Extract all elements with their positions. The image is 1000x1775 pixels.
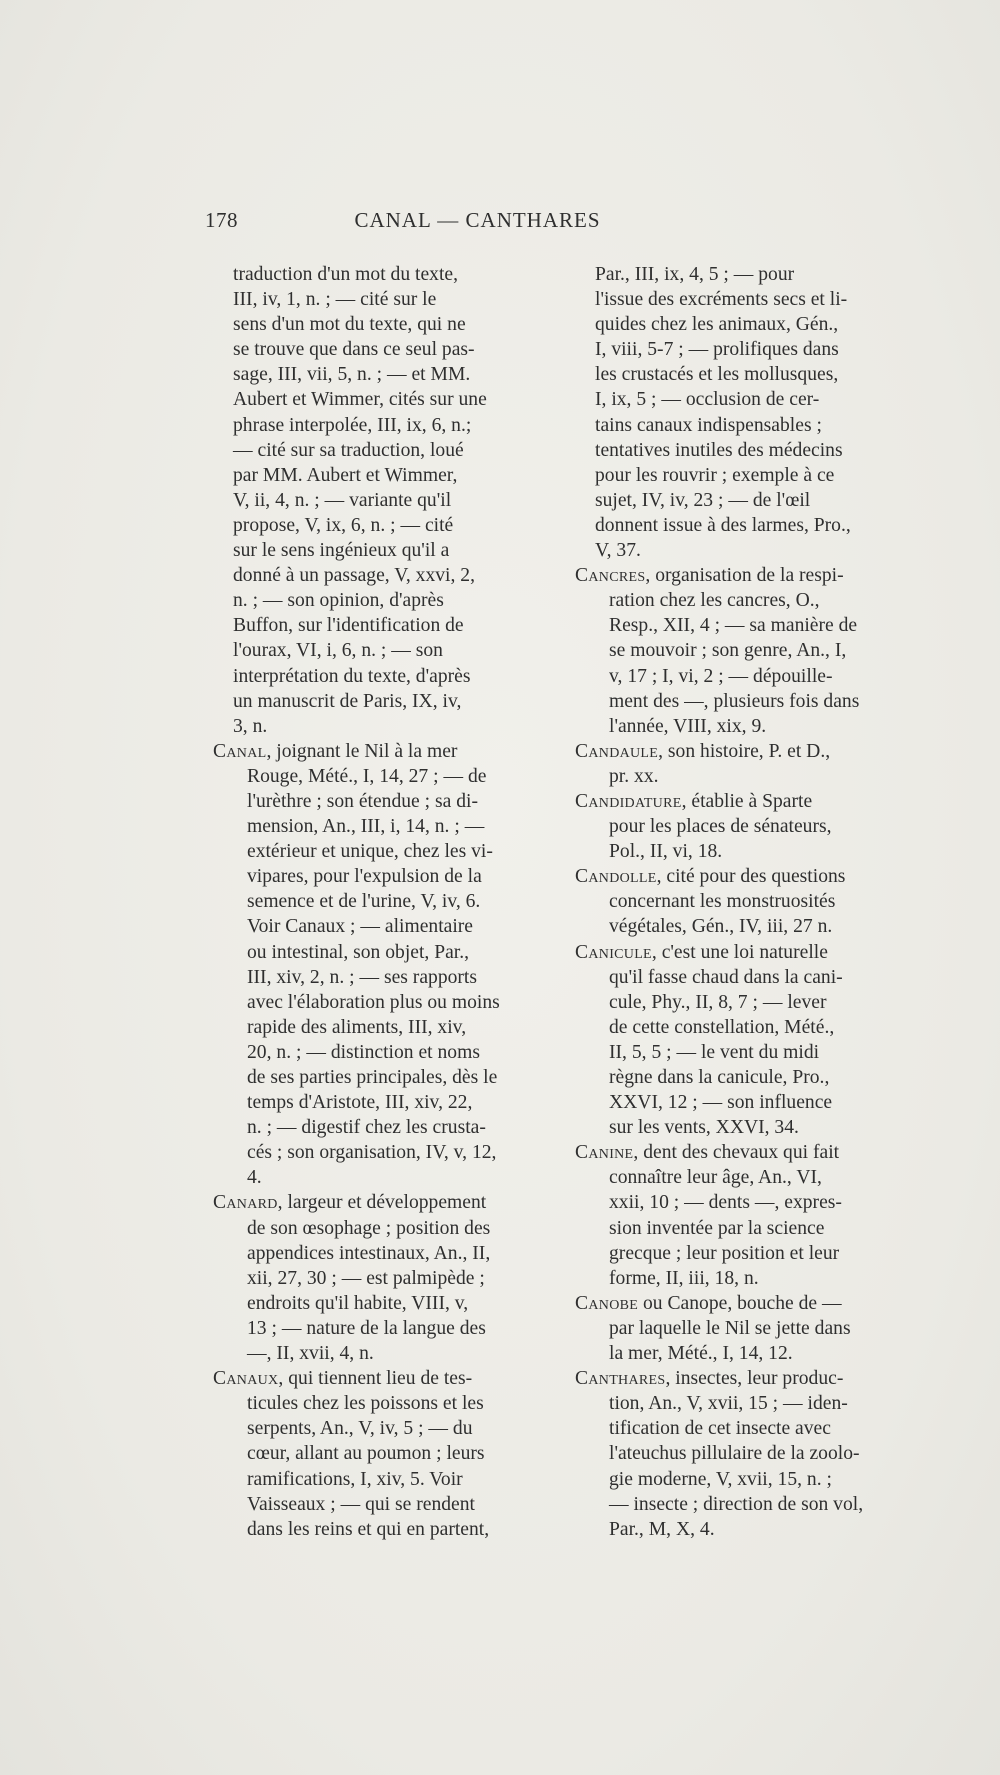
line-text: se trouve que dans ce seul pas-: [233, 339, 475, 361]
line-text: III, xiv, 2, n. ; — ses rapports: [247, 966, 478, 988]
line-text: Par., III, ix, 4, 5 ; — pour: [595, 264, 795, 285]
line-text: III, iv, 1, n. ; — cité sur le: [233, 289, 437, 311]
text-line: [213, 387, 543, 412]
text-line: [213, 789, 543, 814]
text-line: [213, 1140, 543, 1165]
entry-headword: Candaule: [575, 740, 659, 762]
text-line: [213, 1441, 543, 1466]
line-text: sion inventée par la science: [609, 1217, 825, 1239]
line-text: 4.: [247, 1167, 262, 1189]
text-line: [575, 1190, 915, 1215]
text-line: [213, 1216, 543, 1241]
text-line: [213, 588, 543, 613]
line-text: , organisation de la respi-: [645, 565, 844, 587]
text-line: [575, 1115, 915, 1140]
line-text: , c'est une loi naturelle: [651, 941, 828, 963]
text-line: [575, 262, 915, 287]
text-line: [213, 814, 543, 839]
text-line: [213, 864, 543, 889]
entry-headword: Cancres: [575, 565, 646, 587]
line-text: règne dans la canicule, Pro.,: [609, 1067, 830, 1088]
text-line: [575, 438, 915, 463]
line-text: cés ; son organisation, IV, v, 12,: [247, 1142, 497, 1164]
index-entry-line: [575, 1291, 915, 1316]
text-line: [213, 1467, 543, 1492]
line-text: , dent des chevaux qui fait: [633, 1142, 840, 1164]
line-text: donné à un passage, V, xxvi, 2,: [233, 565, 475, 587]
text-line: [575, 1391, 915, 1416]
text-line: [213, 889, 543, 914]
text-line: [575, 714, 915, 739]
line-text: xxii, 10 ; — dents —, expres-: [609, 1192, 842, 1214]
line-text: xii, 27, 30 ; — est palmipède ;: [247, 1267, 485, 1289]
text-line: [213, 337, 543, 362]
line-text: v, 17 ; I, vi, 2 ; — dépouille-: [609, 665, 833, 687]
text-line: [213, 312, 543, 337]
line-text: de cette constellation, Mété.,: [609, 1016, 835, 1038]
line-text: ou intestinal, son objet, Par.,: [247, 941, 470, 963]
text-line: [213, 1015, 543, 1040]
line-text: ration chez les cancres, O.,: [609, 590, 820, 612]
line-text: , qui tiennent lieu de tes-: [278, 1368, 473, 1390]
line-text: II, 5, 5 ; — le vent du midi: [609, 1041, 820, 1063]
line-text: I, viii, 5-7 ; — prolifiques dans: [595, 339, 839, 361]
index-entry-line: [575, 563, 915, 588]
text-line: [575, 689, 915, 714]
text-line: [213, 638, 543, 663]
line-text: , joignant le Nil à la mer: [266, 740, 458, 762]
line-text: mension, An., III, i, 14, n. ; —: [247, 816, 485, 838]
right-text-column: [575, 262, 915, 1542]
line-text: I, ix, 5 ; — occlusion de cer-: [595, 389, 820, 411]
line-text: ramifications, I, xiv, 5. Voir: [247, 1468, 463, 1490]
left-text-column: [213, 262, 543, 1542]
line-text: n. ; — digestif chez les crusta-: [247, 1117, 486, 1139]
index-entry-line: [575, 940, 915, 965]
line-text: gie moderne, V, xvii, 15, n. ;: [609, 1468, 832, 1490]
line-text: propose, V, ix, 6, n. ; — cité: [233, 514, 454, 536]
text-line: [213, 463, 543, 488]
line-text: XXVI, 12 ; — son influence: [609, 1092, 833, 1114]
text-line: [213, 1341, 543, 1366]
line-text: sens d'un mot du texte, qui ne: [233, 314, 466, 336]
text-line: [213, 1391, 543, 1416]
text-line: [213, 513, 543, 538]
text-line: [575, 463, 915, 488]
text-line: [213, 914, 543, 939]
text-line: [213, 1065, 543, 1090]
text-line: [575, 839, 915, 864]
entry-headword: Canine: [575, 1142, 634, 1164]
entry-headword: Candolle: [575, 866, 657, 888]
text-line: [213, 1316, 543, 1341]
line-text: tion, An., V, xvii, 15 ; — iden-: [609, 1393, 848, 1415]
entry-headword: Canal: [213, 740, 267, 762]
line-text: cœur, allant au poumon ; leurs: [247, 1443, 485, 1465]
line-text: végétales, Gén., IV, iii, 27 n.: [609, 916, 833, 938]
line-text: , cité pour des questions: [656, 866, 846, 888]
text-line: [575, 990, 915, 1015]
text-line: [213, 613, 543, 638]
text-line: [575, 1040, 915, 1065]
line-text: Resp., XII, 4 ; — sa manière de: [609, 615, 858, 637]
line-text: Aubert et Wimmer, cités sur une: [233, 389, 487, 411]
text-line: [213, 1040, 543, 1065]
line-text: , établie à Sparte: [681, 790, 813, 812]
line-text: — insecte ; direction de son vol,: [609, 1493, 864, 1515]
text-line: [575, 1090, 915, 1115]
text-line: [575, 664, 915, 689]
entry-headword: Canthares: [575, 1368, 666, 1390]
line-text: sujet, IV, iv, 23 ; — de l'œil: [595, 489, 811, 511]
line-text: Buffon, sur l'identification de: [233, 615, 464, 637]
line-text: 13 ; — nature de la langue des: [247, 1317, 486, 1339]
line-text: dans les reins et qui en partent,: [247, 1518, 490, 1540]
text-line: [213, 990, 543, 1015]
line-text: ticules chez les poissons et les: [247, 1393, 484, 1415]
text-line: [575, 287, 915, 312]
line-text: concernant les monstruosités: [609, 891, 836, 913]
text-line: [575, 588, 915, 613]
entry-headword: Canaux: [213, 1368, 279, 1390]
text-line: [575, 1416, 915, 1441]
line-text: traduction d'un mot du texte,: [233, 264, 459, 285]
text-line: [575, 1216, 915, 1241]
index-entry-line: [213, 1366, 543, 1391]
text-line: [575, 1441, 915, 1466]
line-text: , insectes, leur produc-: [665, 1368, 844, 1390]
index-entry-line: [575, 789, 915, 814]
text-line: [213, 1090, 543, 1115]
line-text: tification de cet insecte avec: [609, 1418, 831, 1440]
text-line: [575, 638, 915, 663]
line-text: les crustacés et les mollusques,: [595, 364, 839, 386]
line-text: —, II, xvii, 4, n.: [247, 1343, 374, 1365]
text-line: [575, 1241, 915, 1266]
text-line: [213, 1241, 543, 1266]
line-text: interprétation du texte, d'après: [233, 665, 471, 687]
line-text: phrase interpolée, III, ix, 6, n.;: [233, 414, 472, 436]
text-line: [575, 1065, 915, 1090]
line-text: donnent issue à des larmes, Pro.,: [595, 514, 851, 536]
text-line: [575, 764, 915, 789]
line-text: cule, Phy., II, 8, 7 ; — lever: [609, 991, 827, 1013]
text-line: [575, 413, 915, 438]
line-text: qu'il fasse chaud dans la cani-: [609, 966, 843, 988]
line-text: , son histoire, P. et D.,: [658, 740, 831, 762]
text-line: [213, 1416, 543, 1441]
line-text: l'issue des excréments secs et li-: [595, 289, 848, 311]
text-line: [213, 1165, 543, 1190]
line-text: pour les places de sénateurs,: [609, 816, 832, 838]
text-line: [213, 488, 543, 513]
line-text: pr. xx.: [609, 765, 659, 787]
entry-headword: Canard: [213, 1192, 278, 1214]
text-line: [213, 362, 543, 387]
text-line: [213, 538, 543, 563]
line-text: la mer, Mété., I, 14, 12.: [609, 1343, 793, 1365]
text-line: [575, 1165, 915, 1190]
entry-headword: Candidature: [575, 790, 682, 812]
text-line: [575, 1316, 915, 1341]
line-text: appendices intestinaux, An., II,: [247, 1242, 491, 1264]
line-text: Voir Canaux ; — alimentaire: [247, 916, 473, 938]
text-line: [213, 1492, 543, 1517]
text-line: [575, 965, 915, 990]
line-text: temps d'Aristote, III, xiv, 22,: [247, 1092, 473, 1114]
text-line: [575, 1015, 915, 1040]
line-text: forme, II, iii, 18, n.: [609, 1267, 759, 1289]
text-line: [575, 1467, 915, 1492]
line-text: Vaisseaux ; — qui se rendent: [247, 1493, 475, 1515]
index-entry-line: [213, 1190, 543, 1215]
line-text: 20, n. ; — distinction et noms: [247, 1041, 480, 1063]
line-text: un manuscrit de Paris, IX, iv,: [233, 690, 462, 712]
text-line: [575, 914, 915, 939]
line-text: sage, III, vii, 5, n. ; — et MM.: [233, 364, 471, 386]
line-text: extérieur et unique, chez les vi-: [247, 841, 493, 863]
line-text: ment des —, plusieurs fois dans: [609, 690, 860, 712]
text-line: [575, 538, 915, 563]
line-text: l'urèthre ; son étendue ; sa di-: [247, 790, 478, 812]
text-line: [575, 1517, 915, 1542]
line-text: pour les rouvrir ; exemple à ce: [595, 464, 835, 486]
text-line: [575, 814, 915, 839]
text-line: [575, 337, 915, 362]
text-line: [213, 287, 543, 312]
line-text: par laquelle le Nil se jette dans: [609, 1317, 851, 1339]
page-header: [205, 208, 710, 238]
index-entry-line: [575, 1140, 915, 1165]
text-line: [575, 1341, 915, 1366]
entry-headword: Canicule: [575, 941, 652, 963]
line-text: quides chez les animaux, Gén.,: [595, 314, 839, 336]
text-line: [575, 1492, 915, 1517]
running-title: CANAL — CANTHARES: [354, 208, 601, 232]
line-text: l'année, VIII, xix, 9.: [609, 715, 767, 737]
line-text: de son œsophage ; position des: [247, 1217, 491, 1239]
line-text: tains canaux indispensables ;: [595, 414, 822, 436]
index-entry-line: [575, 1366, 915, 1391]
line-text: rapide des aliments, III, xiv,: [247, 1016, 467, 1038]
line-text: — cité sur sa traduction, loué: [233, 439, 464, 461]
line-text: 3, n.: [233, 715, 268, 737]
line-text: grecque ; leur position et leur: [609, 1242, 840, 1264]
text-line: [213, 764, 543, 789]
line-text: avec l'élaboration plus ou moins: [247, 991, 500, 1013]
text-line: [213, 1517, 543, 1542]
line-text: se mouvoir ; son genre, An., I,: [609, 640, 847, 662]
text-line: [213, 714, 543, 739]
text-line: [575, 362, 915, 387]
line-text: n. ; — son opinion, d'après: [233, 590, 444, 612]
line-text: , largeur et développement: [277, 1192, 487, 1214]
text-line: [575, 889, 915, 914]
text-line: [213, 940, 543, 965]
text-line: [213, 965, 543, 990]
line-text: serpents, An., V, iv, 5 ; — du: [247, 1418, 473, 1440]
line-text: ou Canope, bouche de —: [638, 1292, 842, 1314]
line-text: Pol., II, vi, 18.: [609, 841, 723, 863]
text-line: [213, 413, 543, 438]
line-text: de ses parties principales, dès le: [247, 1067, 498, 1088]
line-text: V, 37.: [595, 540, 641, 562]
line-text: Rouge, Mété., I, 14, 27 ; — de: [247, 765, 487, 787]
index-entry-line: [575, 739, 915, 764]
text-line: [575, 613, 915, 638]
line-text: semence et de l'urine, V, iv, 6.: [247, 891, 481, 913]
text-line: [213, 438, 543, 463]
page-number: 178: [205, 208, 238, 232]
line-text: l'ateuchus pillulaire de la zoolo-: [609, 1443, 860, 1465]
text-line: [213, 1291, 543, 1316]
text-line: [575, 1266, 915, 1291]
text-line: [213, 262, 543, 287]
line-text: V, ii, 4, n. ; — variante qu'il: [233, 489, 452, 511]
line-text: tentatives inutiles des médecins: [595, 439, 843, 461]
text-line: [575, 513, 915, 538]
line-text: Par., M, X, 4.: [609, 1518, 715, 1540]
line-text: endroits qu'il habite, VIII, v,: [247, 1292, 469, 1314]
text-line: [575, 312, 915, 337]
line-text: connaître leur âge, An., VI,: [609, 1167, 822, 1189]
line-text: sur le sens ingénieux qu'il a: [233, 540, 450, 562]
text-line: [575, 488, 915, 513]
line-text: vipares, pour l'expulsion de la: [247, 866, 482, 888]
text-line: [213, 563, 543, 588]
text-line: [575, 387, 915, 412]
text-line: [213, 1266, 543, 1291]
index-entry-line: [213, 739, 543, 764]
index-entry-line: [575, 864, 915, 889]
line-text: l'ourax, VI, i, 6, n. ; — son: [233, 640, 443, 662]
line-text: sur les vents, XXVI, 34.: [609, 1117, 799, 1139]
text-line: [213, 839, 543, 864]
text-line: [213, 689, 543, 714]
text-line: [213, 664, 543, 689]
entry-headword: Canobe: [575, 1292, 639, 1314]
line-text: par MM. Aubert et Wimmer,: [233, 464, 458, 486]
text-line: [213, 1115, 543, 1140]
